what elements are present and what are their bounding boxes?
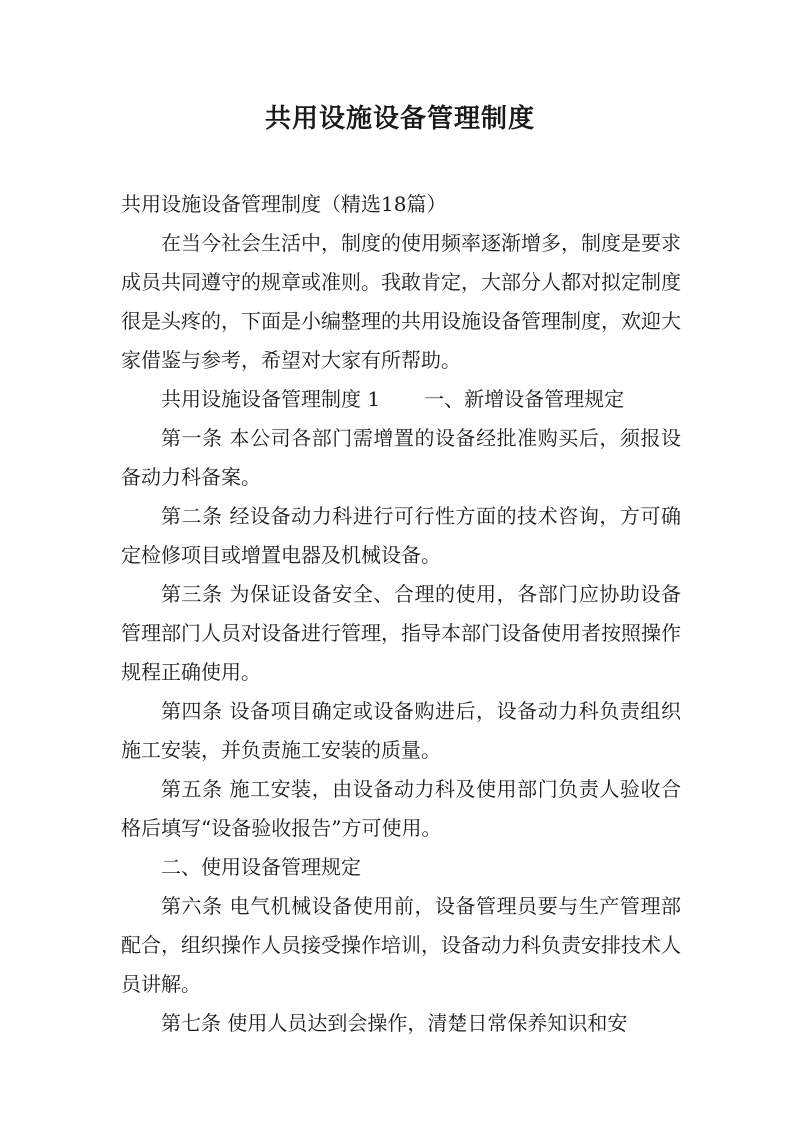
article-paragraph: 第三条 为保证设备安全、合理的使用，各部门应协助设备管理部门人员对设备进行管理，指导本部门设备使用者按照操作规程正确使用。	[121, 582, 681, 684]
document-body	[121, 185, 681, 1043]
document-title: 共用设施设备管理制度	[264, 104, 535, 134]
section-1-heading: 共用设施设备管理制度 1	[161, 387, 381, 411]
section-2-heading: 二、使用设备管理规定	[161, 855, 361, 879]
section-1-subheading: 一、新增设备管理规定	[424, 387, 625, 411]
document-subtitle: 共用设施设备管理制度（精选18篇）	[121, 192, 447, 216]
article-paragraph: 第六条 电气机械设备使用前，设备管理员要与生产管理部配合，组织操作人员接受操作培训，设备动力科负责安排技术人员讲解。	[121, 894, 681, 996]
intro-paragraph: 在当今社会生活中，制度的使用频率逐渐增多，制度是要求成员共同遵守的规章或准则。我敢肯定，大部分人都对拟定制度很是头疼的，下面是小编整理的共用设施设备管理制度，欢迎大家借鉴与参考，希望对大家有所帮助。	[121, 231, 681, 372]
article-paragraph: 第一条 本公司各部门需增置的设备经批准购买后，须报设备动力科备案。	[121, 426, 681, 489]
article-paragraph: 第四条 设备项目确定或设备购进后，设备动力科负责组织施工安装，并负责施工安装的质量。	[121, 699, 681, 762]
article-paragraph: 第五条 施工安装，由设备动力科及使用部门负责人验收合格后填写“设备验收报告”方可使用。	[121, 777, 681, 840]
article-paragraph: 第七条 使用人员达到会操作，清楚日常保养知识和安	[161, 1011, 628, 1035]
article-paragraph: 第二条 经设备动力科进行可行性方面的技术咨询，方可确定检修项目或增置电器及机械设备。	[121, 504, 681, 567]
section-1-heading-line	[121, 380, 681, 419]
